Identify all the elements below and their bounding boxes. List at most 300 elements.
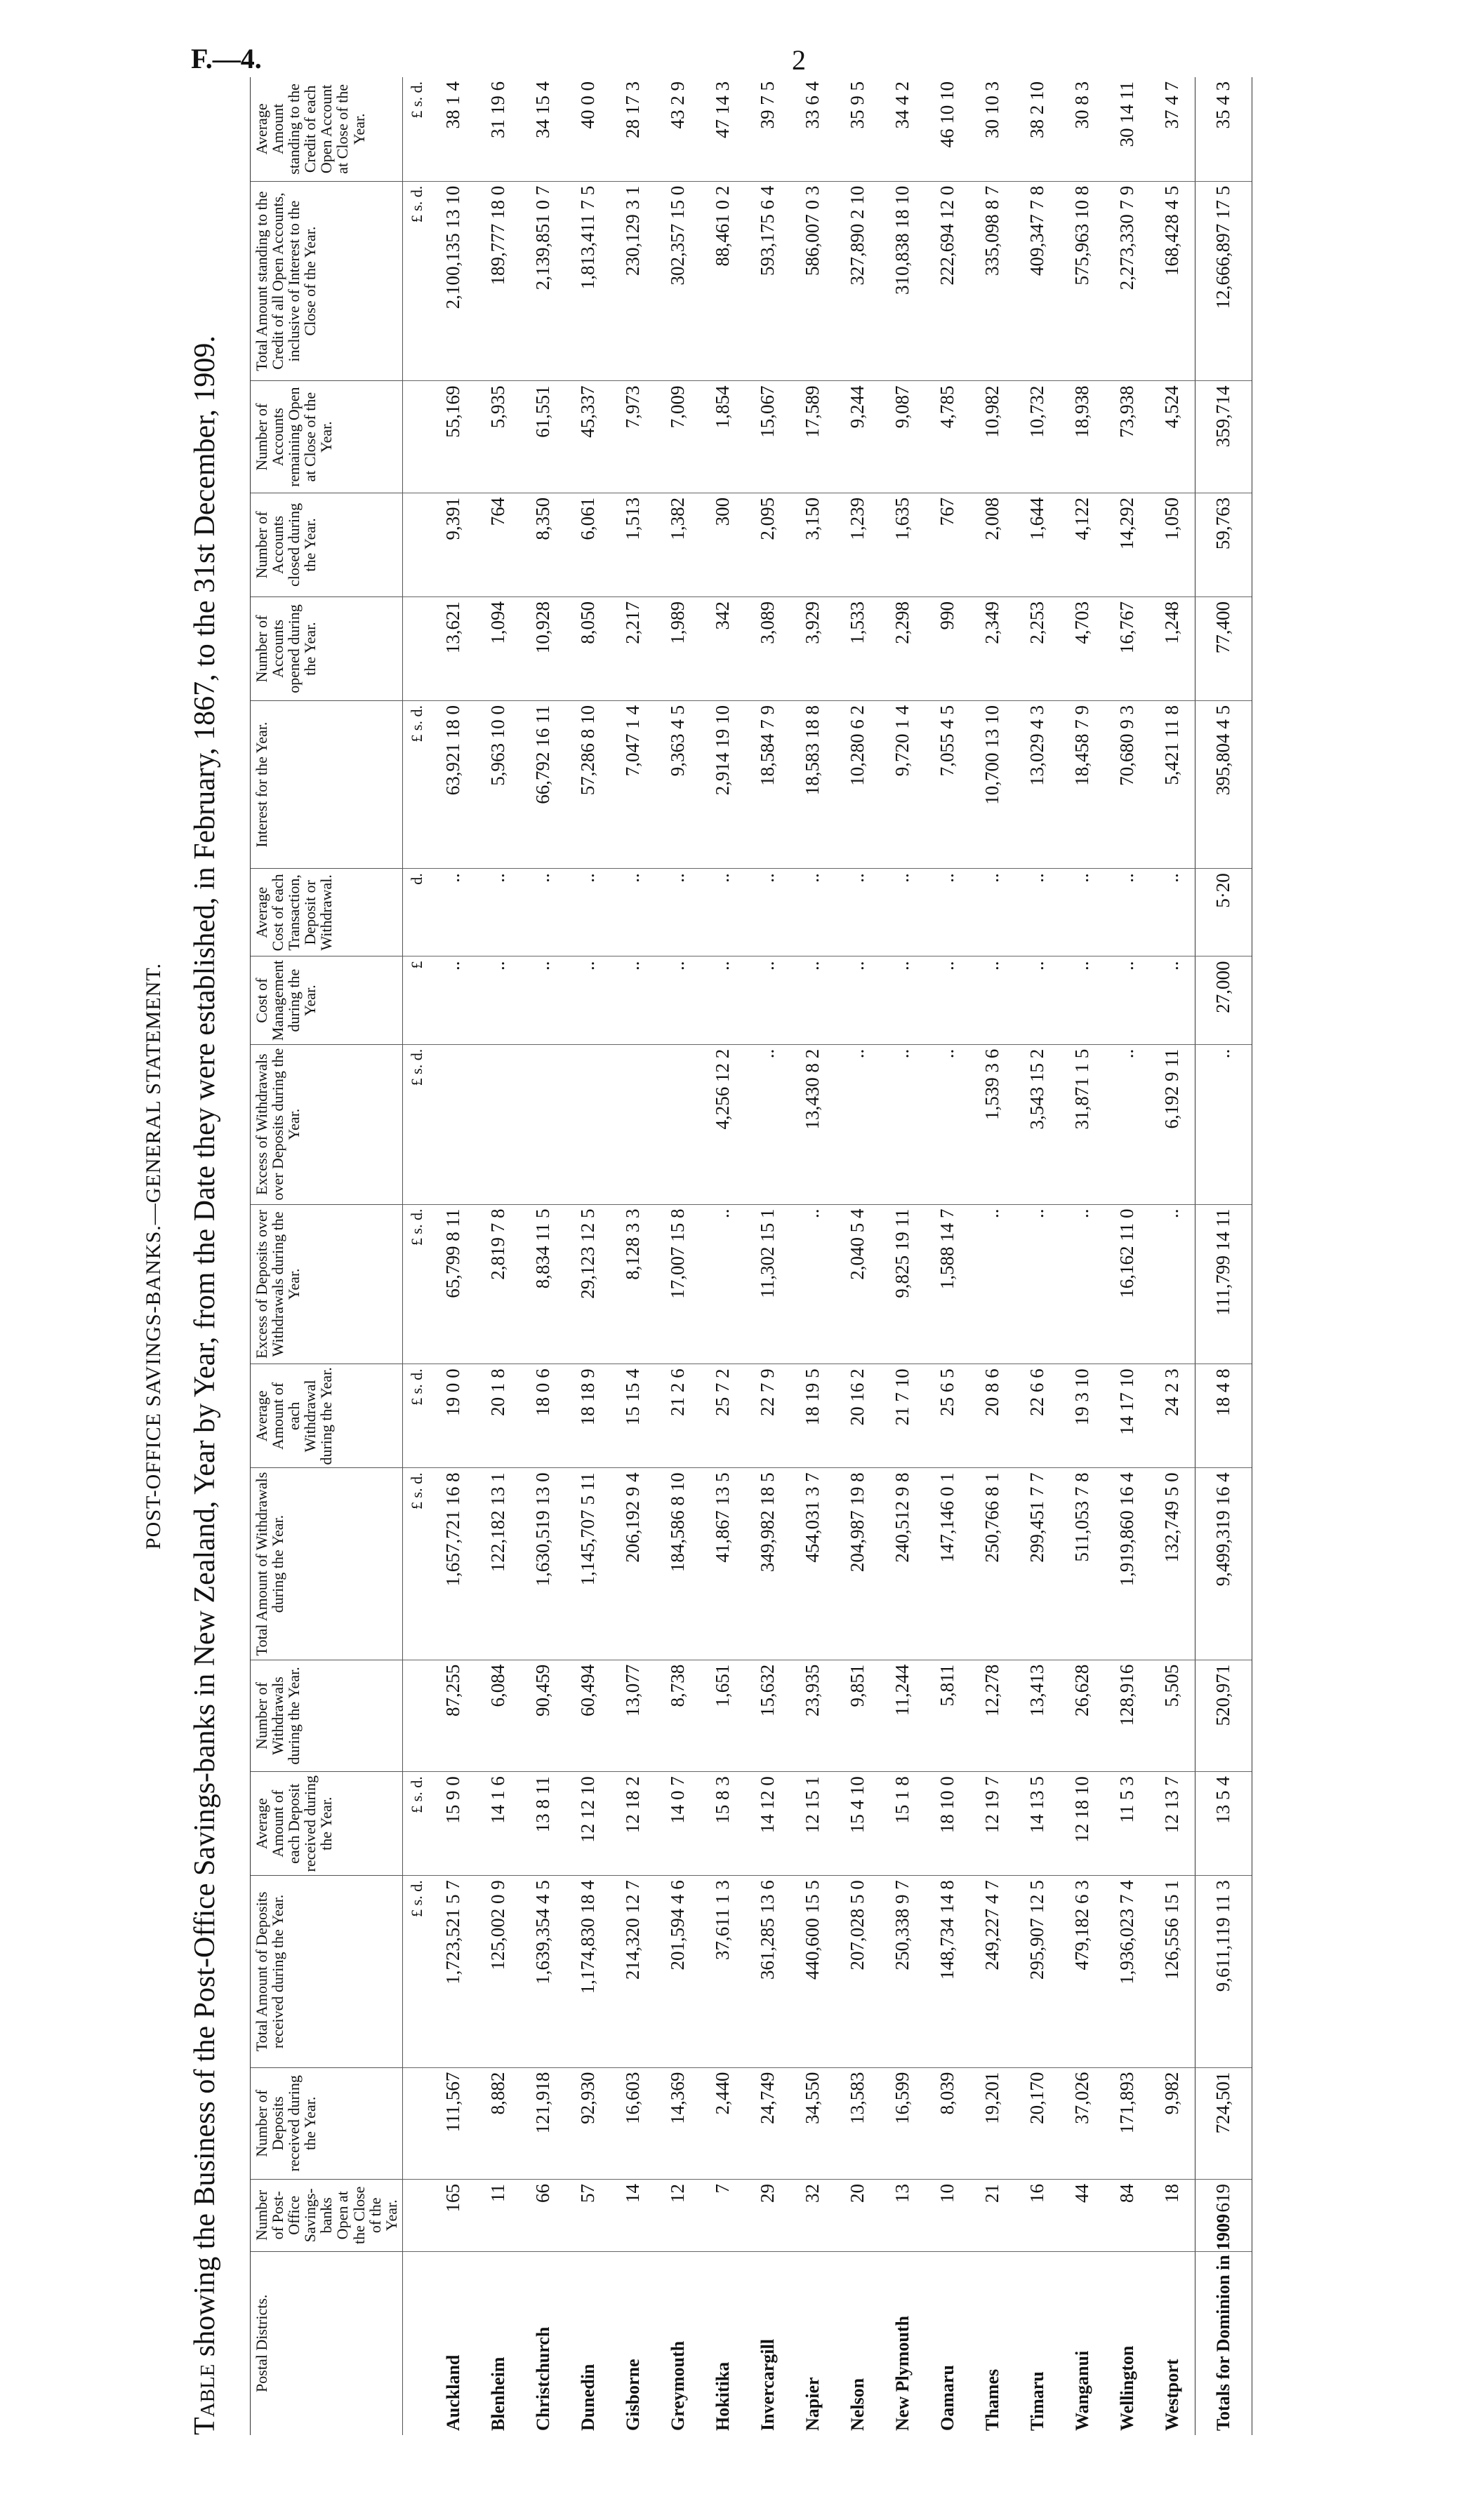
table-cell: .. (835, 956, 880, 1044)
table-cell: 3,089 (746, 596, 790, 700)
table-cell: 4,122 (1060, 493, 1105, 596)
table-cell: 511,053 7 8 (1060, 1468, 1105, 1660)
table-cell: 299,451 7 7 (1015, 1468, 1060, 1660)
total-cell: 5·20 (1195, 869, 1252, 956)
table-cell: 1,936,023 7 4 (1105, 1876, 1150, 2067)
table-cell: 18 10 0 (925, 1772, 970, 1876)
table-cell: 17,007 15 8 (656, 1204, 701, 1364)
table-cell: 361,285 13 6 (746, 1876, 790, 2067)
table-cell: .. (1150, 956, 1195, 1044)
table-cell: 3,543 15 2 (1015, 1044, 1060, 1204)
table-cell: 13,077 (611, 1660, 656, 1771)
table-cell: .. (1015, 1204, 1060, 1364)
table-cell: 1,635 (880, 493, 925, 596)
unit-cell (402, 2067, 431, 2179)
table-cell: 207,028 5 0 (835, 1876, 880, 2067)
table-cell: .. (476, 956, 521, 1044)
table-cell: 165 (431, 2180, 476, 2252)
column-header: Number of Accounts remaining Open at Close of the Year. (251, 381, 403, 493)
table-cell: .. (835, 869, 880, 956)
table-cell: .. (656, 869, 701, 956)
table-cell: 65,799 8 11 (431, 1204, 476, 1364)
table-cell: 12 19 7 (970, 1772, 1015, 1876)
table-cell: 15,067 (746, 381, 790, 493)
table-cell: 12 12 10 (566, 1772, 611, 1876)
table-cell: 30 14 11 (1105, 77, 1150, 181)
table-cell: 1,989 (656, 596, 701, 700)
table-cell: .. (701, 869, 746, 956)
table-cell: 25 7 2 (701, 1364, 746, 1468)
table-cell (476, 1044, 521, 1204)
table-cell: .. (970, 869, 1015, 956)
district-name: Invercargill (757, 2339, 778, 2431)
table-cell: 767 (925, 493, 970, 596)
table-cell: 37,026 (1060, 2067, 1105, 2179)
table-cell: .. (656, 956, 701, 1044)
unit-cell: £ s. d. (402, 1772, 431, 1876)
table-cell: .. (1105, 1044, 1150, 1204)
table-cell: 5,935 (476, 381, 521, 493)
unit-cell: £ s. d. (402, 1876, 431, 2067)
table-cell: 7 (701, 2180, 746, 2252)
table-cell: 1,639,354 4 5 (521, 1876, 566, 2067)
table-cell: .. (1060, 1204, 1105, 1364)
column-header: Average Amount of each Deposit received during the Year. (251, 1772, 403, 1876)
table-cell: .. (925, 869, 970, 956)
table-cell: 575,963 10 8 (1060, 181, 1105, 381)
table-cell: 33 6 4 (790, 77, 835, 181)
table-cell: .. (611, 956, 656, 1044)
table-cell: 409,347 7 8 (1015, 181, 1060, 381)
table-cell: 37 4 7 (1150, 77, 1195, 181)
unit-cell (402, 2251, 431, 2435)
table-cell: 18 18 9 (566, 1364, 611, 1468)
table-cell: 14 (611, 2180, 656, 2252)
table-cell: 90,459 (521, 1660, 566, 1771)
table-cell: 147,146 0 1 (925, 1468, 970, 1660)
table-cell: 132,749 5 0 (1150, 1468, 1195, 1660)
table-row (835, 77, 880, 2435)
table-cell: 15,632 (746, 1660, 790, 1771)
savings-bank-table (250, 77, 1252, 2435)
table-cell (431, 1044, 476, 1204)
table-cell: 14 17 10 (1105, 1364, 1150, 1468)
table-cell: 230,129 3 1 (611, 181, 656, 381)
table-cell: 171,893 (1105, 2067, 1150, 2179)
table-cell: 349,982 18 5 (746, 1468, 790, 1660)
table-cell: .. (925, 956, 970, 1044)
table-cell: .. (746, 956, 790, 1044)
column-header: Number of Accounts opened during the Year. (251, 596, 403, 700)
table-cell: 9,244 (835, 381, 880, 493)
unit-cell: d. (402, 869, 431, 956)
table-cell: 30 8 3 (1060, 77, 1105, 181)
table-cell: .. (431, 956, 476, 1044)
table-cell: 20,170 (1015, 2067, 1060, 2179)
table-cell: 23,935 (790, 1660, 835, 1771)
table-cell: 6,061 (566, 493, 611, 596)
table-cell: 15 1 8 (880, 1772, 925, 1876)
table-cell: 1,513 (611, 493, 656, 596)
table-cell: 35 9 5 (835, 77, 880, 181)
table-cell: 122,182 13 1 (476, 1468, 521, 1660)
table-cell: 3,150 (790, 493, 835, 596)
table-cell: 1,657,721 16 8 (431, 1468, 476, 1660)
column-header: Cost of Management during the Year. (251, 956, 403, 1044)
table-cell: 19 0 0 (431, 1364, 476, 1468)
table-cell: 13,583 (835, 2067, 880, 2179)
table-cell: .. (476, 869, 521, 956)
column-header: Average Amount of each Withdrawal during the Year. (251, 1364, 403, 1468)
table-cell: 9,851 (835, 1660, 880, 1771)
table-cell: 19 3 10 (1060, 1364, 1105, 1468)
table-cell: 7,009 (656, 381, 701, 493)
table-row (1060, 77, 1105, 2435)
table-cell: 16,603 (611, 2067, 656, 2179)
table-cell: 8,350 (521, 493, 566, 596)
table-row (431, 77, 476, 2435)
table-cell: 57 (566, 2180, 611, 2252)
table-cell: 46 10 10 (925, 77, 970, 181)
unit-cell (402, 2180, 431, 2252)
table-cell: 1,533 (835, 596, 880, 700)
district-name: Dunedin (577, 2364, 598, 2431)
table-cell: 125,002 0 9 (476, 1876, 521, 2067)
total-cell: 27,000 (1195, 956, 1252, 1044)
total-cell: 520,971 (1195, 1660, 1252, 1771)
table-cell: 40 0 0 (566, 77, 611, 181)
table-cell: 10,928 (521, 596, 566, 700)
table-cell: 25 6 5 (925, 1364, 970, 1468)
table-row (611, 77, 656, 2435)
table-cell: .. (835, 1044, 880, 1204)
table-cell: 39 7 5 (746, 77, 790, 181)
district-name: Nelson (847, 2378, 868, 2431)
total-cell: .. (1195, 1044, 1252, 1204)
column-header: Postal Districts. (251, 2251, 403, 2435)
table-cell: 6,084 (476, 1660, 521, 1771)
unit-cell (402, 1660, 431, 1771)
table-cell: 20 16 2 (835, 1364, 880, 1468)
table-cell: 31 19 6 (476, 77, 521, 181)
table-cell: 21 7 10 (880, 1364, 925, 1468)
district-name: Wanganui (1071, 2350, 1092, 2431)
table-cell: 16 (1015, 2180, 1060, 2252)
table-cell: 6,192 9 11 (1150, 1044, 1195, 1204)
table-cell: 16,767 (1105, 596, 1150, 700)
table-cell: 15 4 10 (835, 1772, 880, 1876)
table-cell: 18 0 6 (521, 1364, 566, 1468)
unit-cell: £ s. d. (402, 1044, 431, 1204)
table-cell: 13,029 4 3 (1015, 701, 1060, 869)
unit-cell: £ (402, 956, 431, 1044)
total-cell: 395,804 4 5 (1195, 701, 1252, 869)
table-cell: 15 15 4 (611, 1364, 656, 1468)
table-cell: .. (1060, 956, 1105, 1044)
district-name: Hokitika (712, 2361, 733, 2431)
table-cell: 10,280 6 2 (835, 701, 880, 869)
table-cell: 55,169 (431, 381, 476, 493)
table-row (1150, 77, 1195, 2435)
table-cell: 21 2 6 (656, 1364, 701, 1468)
table-cell: .. (1150, 869, 1195, 956)
table-row (790, 77, 835, 2435)
table-cell: 327,890 2 10 (835, 181, 880, 381)
table-cell: 66,792 16 11 (521, 701, 566, 869)
table-cell: .. (1105, 869, 1150, 956)
table-cell: .. (970, 956, 1015, 1044)
total-cell: 59,763 (1195, 493, 1252, 596)
table-title-lead: Table (189, 2364, 221, 2435)
table-cell: 22 7 9 (746, 1364, 790, 1468)
table-cell: 47 14 3 (701, 77, 746, 181)
table-cell: 8,050 (566, 596, 611, 700)
table-row (656, 77, 701, 2435)
table-cell: 7,047 1 4 (611, 701, 656, 869)
table-cell: 111,567 (431, 2067, 476, 2179)
table-cell: 1,854 (701, 381, 746, 493)
table-cell (656, 1044, 701, 1204)
table-cell: 990 (925, 596, 970, 700)
table-cell: 8,882 (476, 2067, 521, 2179)
table-cell: .. (1015, 956, 1060, 1044)
table-cell: 24 2 3 (1150, 1364, 1195, 1468)
unit-cell: £ s. d. (402, 701, 431, 869)
table-cell: 12 18 10 (1060, 1772, 1105, 1876)
table-cell: 20 (835, 2180, 880, 2252)
total-label: Totals for Dominion in 1909 (1195, 2251, 1252, 2435)
table-cell: 2,095 (746, 493, 790, 596)
table-cell: .. (790, 956, 835, 1044)
table-cell: 38 1 4 (431, 77, 476, 181)
table-cell: 479,182 6 3 (1060, 1876, 1105, 2067)
table-cell: 300 (701, 493, 746, 596)
table-cell: .. (790, 1204, 835, 1364)
district-name: Gisborne (622, 2359, 643, 2431)
table-cell: 26,628 (1060, 1660, 1105, 1771)
table-cell: 45,337 (566, 381, 611, 493)
table-cell: .. (1060, 869, 1105, 956)
table-cell: .. (880, 869, 925, 956)
district-name: Greymouth (667, 2340, 688, 2431)
table-cell: 60,494 (566, 1660, 611, 1771)
total-cell: 111,799 14 11 (1195, 1204, 1252, 1364)
table-cell: 4,524 (1150, 381, 1195, 493)
table-row (925, 77, 970, 2435)
table-cell: 295,907 12 5 (1015, 1876, 1060, 2067)
table-cell: 41,867 13 5 (701, 1468, 746, 1660)
table-cell: 29,123 12 5 (566, 1204, 611, 1364)
table-cell: 1,050 (1150, 493, 1195, 596)
table-title-text: showing the Business of the Post-Office Savings-banks in New Zealand, Year by Year, from the Date they were established, in February, 1867, to the 31st December, 1909. (189, 335, 221, 2357)
table-cell: 9,982 (1150, 2067, 1195, 2179)
table-cell: 1,145,707 5 11 (566, 1468, 611, 1660)
table-cell: 9,363 4 5 (656, 701, 701, 869)
table-cell: 204,987 19 8 (835, 1468, 880, 1660)
table-cell: 2,440 (701, 2067, 746, 2179)
table-cell: 15 9 0 (431, 1772, 476, 1876)
table-cell: .. (566, 869, 611, 956)
table-cell: 13,413 (1015, 1660, 1060, 1771)
table-cell: 11 5 3 (1105, 1772, 1150, 1876)
table-cell: 37,611 1 3 (701, 1876, 746, 2067)
total-cell: 724,501 (1195, 2067, 1252, 2179)
table-cell: 240,512 9 8 (880, 1468, 925, 1660)
table-cell: 57,286 8 10 (566, 701, 611, 869)
table-cell (611, 1044, 656, 1204)
total-cell: 35 4 3 (1195, 77, 1252, 181)
table-cell: 440,600 15 5 (790, 1876, 835, 2067)
table-cell: .. (1105, 956, 1150, 1044)
table-cell: 128,916 (1105, 1660, 1150, 1771)
table-cell: 1,539 3 6 (970, 1044, 1015, 1204)
rotated-table-area (142, 77, 1439, 2435)
table-cell: .. (746, 869, 790, 956)
table-cell: .. (1150, 1204, 1195, 1364)
table-cell: 11,244 (880, 1660, 925, 1771)
table-cell: 20 1 8 (476, 1364, 521, 1468)
table-cell: 222,694 12 0 (925, 181, 970, 381)
table-cell: 10 (925, 2180, 970, 2252)
column-header: Total Amount of Deposits received during the Year. (251, 1876, 403, 2067)
unit-cell: £ s. d. (402, 1204, 431, 1364)
total-cell: 12,666,897 17 5 (1195, 181, 1252, 381)
table-cell: 2,217 (611, 596, 656, 700)
table-cell: 1,813,411 7 5 (566, 181, 611, 381)
table-cell: 5,421 11 8 (1150, 701, 1195, 869)
table-cell: 32 (790, 2180, 835, 2252)
table-cell: .. (880, 956, 925, 1044)
table-cell: 335,098 8 7 (970, 181, 1015, 381)
column-header: Total Amount of Withdrawals during the Year. (251, 1468, 403, 1660)
table-cell: 1,239 (835, 493, 880, 596)
table-cell: 250,338 9 7 (880, 1876, 925, 2067)
column-header: Average Amount standing to the Credit of each Open Account at Close of the Year. (251, 77, 403, 181)
table-cell (521, 1044, 566, 1204)
total-cell: 9,499,319 16 4 (1195, 1468, 1252, 1660)
column-header: Number of Accounts closed during the Year. (251, 493, 403, 596)
district-name: Timaru (1026, 2371, 1047, 2431)
table-cell: 1,723,521 5 7 (431, 1876, 476, 2067)
table-cell: 19,201 (970, 2067, 1015, 2179)
table-cell: 8,039 (925, 2067, 970, 2179)
unit-cell: £ s. d. (402, 181, 431, 381)
table-cell: 5,505 (1150, 1660, 1195, 1771)
table-cell: 31,871 1 5 (1060, 1044, 1105, 1204)
table-cell: 310,838 18 10 (880, 181, 925, 381)
table-cell: 8,834 11 5 (521, 1204, 566, 1364)
unit-cell: £ s. d. (402, 77, 431, 181)
table-cell: .. (790, 869, 835, 956)
table-cell: .. (701, 1204, 746, 1364)
table-cell: 2,819 7 8 (476, 1204, 521, 1364)
table-cell: 2,273,330 7 9 (1105, 181, 1150, 381)
table-cell: 34 15 4 (521, 77, 566, 181)
table-cell: 13 8 11 (521, 1772, 566, 1876)
unit-cell (402, 493, 431, 596)
table-header (251, 77, 403, 2435)
table-cell: 4,256 12 2 (701, 1044, 746, 1204)
table-cell: 2,253 (1015, 596, 1060, 700)
table-cell: 14 0 7 (656, 1772, 701, 1876)
table-cell: 1,174,830 18 4 (566, 1876, 611, 2067)
table-cell: .. (746, 1044, 790, 1204)
table-cell: 18,938 (1060, 381, 1105, 493)
table-cell: .. (970, 1204, 1015, 1364)
district-name: Blenheim (487, 2356, 508, 2431)
table-cell: 88,461 0 2 (701, 181, 746, 381)
table-cell: 14 1 6 (476, 1772, 521, 1876)
table-cell: 10,732 (1015, 381, 1060, 493)
district-name: Oamaru (936, 2365, 958, 2431)
table-row (880, 77, 925, 2435)
table-cell: 14 13 5 (1015, 1772, 1060, 1876)
table-cell: 43 2 9 (656, 77, 701, 181)
table-cell: 586,007 0 3 (790, 181, 835, 381)
table-cell: 2,139,851 0 7 (521, 181, 566, 381)
table-cell: 1,588 14 7 (925, 1204, 970, 1364)
table-cell: 20 8 6 (970, 1364, 1015, 1468)
document-code: F.—4. (191, 43, 262, 74)
table-cell: 148,734 14 8 (925, 1876, 970, 2067)
table-cell: .. (701, 956, 746, 1044)
table-cell: 8,128 3 3 (611, 1204, 656, 1364)
table-cell: 1,919,860 16 4 (1105, 1468, 1150, 1660)
table-cell: 13,430 8 2 (790, 1044, 835, 1204)
table-cell: 11 (476, 2180, 521, 2252)
table-cell: 2,349 (970, 596, 1015, 700)
table-cell: 24,749 (746, 2067, 790, 2179)
table-cell: 126,556 15 1 (1150, 1876, 1195, 2067)
table-row (746, 77, 790, 2435)
table-cell: 63,921 18 0 (431, 701, 476, 869)
table-cell: .. (521, 869, 566, 956)
table-cell: 12,278 (970, 1660, 1015, 1771)
table-cell: 18 (1150, 2180, 1195, 2252)
total-cell: 13 5 4 (1195, 1772, 1252, 1876)
total-cell: 18 4 8 (1195, 1364, 1252, 1468)
district-name: Westport (1161, 2359, 1182, 2431)
table-cell: 30 10 3 (970, 77, 1015, 181)
table-cell: 18,584 7 9 (746, 701, 790, 869)
column-header: Total Amount standing to the Credit of all Open Accounts, inclusive of Interest to the Close of the Year. (251, 181, 403, 381)
table-cell: .. (1015, 869, 1060, 956)
table-title (188, 77, 222, 2435)
table-cell: 18,583 18 8 (790, 701, 835, 869)
total-cell: 77,400 (1195, 596, 1252, 700)
table-row (970, 77, 1015, 2435)
table-cell: 87,255 (431, 1660, 476, 1771)
table-cell: 593,175 6 4 (746, 181, 790, 381)
table-cell: 189,777 18 0 (476, 181, 521, 381)
table-cell: 14,292 (1105, 493, 1150, 596)
table-cell: 92,930 (566, 2067, 611, 2179)
table-cell: .. (431, 869, 476, 956)
total-cell: 359,714 (1195, 381, 1252, 493)
table-row (701, 77, 746, 2435)
table-row (476, 77, 521, 2435)
table-cell: 16,162 11 0 (1105, 1204, 1150, 1364)
table-cell: .. (925, 1044, 970, 1204)
table-row (521, 77, 566, 2435)
column-header: Interest for the Year. (251, 701, 403, 869)
table-cell: 342 (701, 596, 746, 700)
table-cell: 34 4 2 (880, 77, 925, 181)
table-cell: 15 8 3 (701, 1772, 746, 1876)
table-cell: 12 18 2 (611, 1772, 656, 1876)
district-name: Thames (981, 2368, 1002, 2431)
table-cell: 4,785 (925, 381, 970, 493)
